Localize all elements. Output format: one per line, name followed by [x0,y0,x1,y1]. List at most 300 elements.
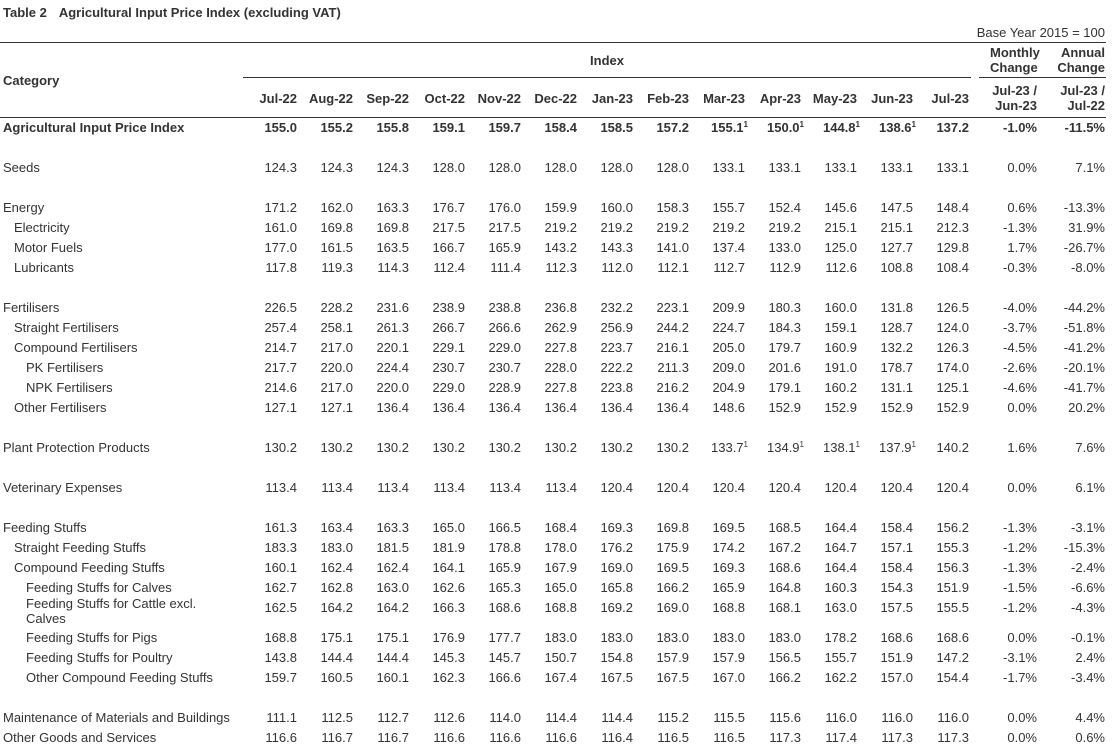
index-value: 179.1 [768,380,801,395]
index-value: 116.0 [937,710,969,725]
index-value: 147.5 [880,200,913,215]
footnote-marker: 1 [799,120,804,129]
index-value: 165.8 [600,580,633,595]
table-row [0,558,1112,578]
monthly-change-value: -1.3% [1003,520,1037,535]
monthly-change-value: 0.0% [1007,630,1037,645]
monthly-change-value: -4.0% [1003,300,1037,315]
index-value: 112.0 [601,260,633,275]
index-value: 127.1 [320,400,353,415]
index-value: 154.4 [936,670,969,685]
table-row [0,318,1112,338]
index-value: 116.0 [881,710,913,725]
row-category: Feeding Stuffs for Pigs [26,630,158,645]
index-value: 223.7 [600,340,633,355]
index-value: 227.8 [544,380,577,395]
index-value: 175.1 [376,630,409,645]
index-value: 238.8 [488,300,521,315]
index-value: 238.9 [432,300,465,315]
index-value: 145.3 [432,650,465,665]
index-value: 108.4 [936,260,969,275]
table-row [0,218,1112,238]
index-value: 169.8 [376,220,409,235]
index-value: 161.3 [264,520,297,535]
index-value: 169.0 [656,600,689,615]
index-value: 228.0 [544,360,577,375]
table-row [0,518,1112,538]
index-value: 136.4 [656,400,689,415]
index-value: 155.7 [712,200,745,215]
index-value: 201.6 [768,360,801,375]
row-category: Maintenance of Materials and Buildings [3,710,230,725]
index-value: 162.2 [824,670,857,685]
row-category: Seeds [3,160,40,175]
index-value: 157.1 [880,540,913,555]
index-value: 112.4 [433,260,465,275]
index-value: 217.5 [488,220,521,235]
index-value: 112.6 [433,710,465,725]
index-value: 166.2 [656,580,689,595]
annual-change-value: 0.6% [1075,730,1105,745]
index-value: 152.9 [936,400,969,415]
index-value: 130.2 [544,440,577,455]
monthly-change-value: -3.1% [1003,650,1037,665]
index-value: 124.3 [320,160,353,175]
month-header: Sep-22 [366,91,409,106]
index-value: 113.4 [321,480,353,495]
index-value: 144.4 [320,650,353,665]
index-value: 167.4 [544,670,577,685]
index-value: 152.9 [824,400,857,415]
index-value: 163.0 [376,580,409,595]
index-value: 219.2 [544,220,577,235]
index-value: 150.7 [544,650,577,665]
month-header: Jul-22 [259,91,297,106]
index-value: 113.4 [433,480,465,495]
index-value: 168.6 [768,560,801,575]
table-row [0,198,1112,218]
index-value: 157.9 [712,650,745,665]
index-value: 148.6 [712,400,745,415]
index-value: 169.0 [600,560,633,575]
index-value: 229.1 [432,340,465,355]
index-value: 176.7 [432,200,465,215]
monthly-change-value: -1.2% [1003,540,1037,555]
row-category: Other Fertilisers [14,400,107,415]
annual-change-value: -41.2% [1063,340,1105,355]
index-value: 159.9 [544,200,577,215]
index-value: 158.3 [656,200,689,215]
index-value: 143.8 [264,650,297,665]
index-value: 174.0 [936,360,969,375]
index-value: 167.9 [544,560,577,575]
monthly-period-header [980,83,1037,113]
row-category: Other Compound Feeding Stuffs [26,670,213,685]
index-value: 116.6 [265,730,297,745]
index-value: 155.8 [376,120,409,135]
annual-change-value: -11.5% [1064,120,1105,135]
index-value: 125.1 [936,380,969,395]
index-value: 157.5 [880,600,913,615]
index-value: 165.0 [544,580,577,595]
index-value: 178.0 [544,540,577,555]
annual-change-value: 20.2% [1068,400,1105,415]
monthly-change-value: -2.6% [1003,360,1037,375]
index-value: 138.6$^1$ [879,120,916,135]
annual-change-value: -26.7% [1063,240,1105,255]
index-value: 152.9 [768,400,801,415]
annual-change-value: -13.3% [1063,200,1105,215]
index-value: 217.0 [320,380,353,395]
index-value: 117.4 [825,730,857,745]
row-category: PK Fertilisers [26,360,104,375]
index-value: 124.3 [264,160,297,175]
index-value: 215.1 [880,220,913,235]
row-category: Straight Fertilisers [14,320,119,335]
base-year-note: Base Year 2015 = 100 [976,25,1105,40]
index-value: 220.1 [376,340,409,355]
index-value: 168.8 [264,630,297,645]
index-value: 219.2 [656,220,689,235]
index-value: 120.4 [768,480,801,495]
index-value: 120.4 [880,480,913,495]
index-value: 112.7 [713,260,745,275]
top-rule [0,42,1106,43]
table-row [0,398,1112,418]
index-value: 166.2 [768,670,801,685]
index-value: 211.3 [657,360,689,375]
row-category: Feeding Stuffs for Cattle excl. Calves [26,596,197,626]
index-value: 128.0 [656,160,689,175]
index-value: 230.7 [432,360,465,375]
index-value: 169.3 [712,560,745,575]
index-value: 163.5 [376,240,409,255]
row-category: Compound Fertilisers [14,340,138,355]
index-value: 117.3 [769,730,801,745]
index-value: 116.5 [713,730,745,745]
index-value: 140.2 [936,440,969,455]
index-value: 164.4 [824,560,857,575]
index-value: 160.0 [824,300,857,315]
index-value: 165.9 [488,560,521,575]
monthly-change-value: -1.2% [1003,600,1037,615]
index-value: 161.5 [320,240,353,255]
table-row [0,708,1112,728]
row-category: Feeding Stuffs [3,520,87,535]
index-value: 144.8$^1$ [823,120,860,135]
category-header: Category [3,73,60,88]
index-value: 175.1 [320,630,353,645]
index-value: 230.7 [488,360,521,375]
index-value: 224.4 [376,360,409,375]
index-value: 168.1 [768,600,801,615]
index-value: 164.8 [768,580,801,595]
month-header: Jul-23 [931,91,969,106]
index-value: 116.7 [377,730,409,745]
annual-change-value: -8.0% [1071,260,1105,275]
index-value: 168.6 [936,630,969,645]
index-value: 128.0 [600,160,633,175]
index-value: 205.0 [712,340,745,355]
row-category: Motor Fuels [14,240,83,255]
index-value: 155.5 [936,600,969,615]
annual-period-header [1045,83,1105,113]
monthly-change-value: -1.3% [1003,560,1037,575]
index-value: 256.9 [600,320,633,335]
table-row [0,438,1112,458]
index-value: 162.4 [320,560,353,575]
index-value: 160.3 [824,580,857,595]
index-value: 160.1 [264,560,297,575]
index-value: 209.9 [712,300,745,315]
index-value: 183.0 [768,630,801,645]
index-value: 178.8 [488,540,521,555]
row-category: Feeding Stuffs for Calves [26,580,172,595]
index-value: 227.8 [544,340,577,355]
index-value: 130.2 [376,440,409,455]
index-value: 144.4 [376,650,409,665]
index-value: 127.1 [264,400,297,415]
row-category: Lubricants [14,260,74,275]
index-value: 169.8 [656,520,689,535]
index-value: 133.1 [712,160,745,175]
index-value: 168.4 [544,520,577,535]
index-value: 133.0 [768,240,801,255]
index-value: 220.0 [376,380,409,395]
index-value: 222.2 [600,360,633,375]
index-value: 164.2 [320,600,353,615]
index-value: 166.5 [488,520,521,535]
annual-change-header [1050,45,1105,75]
index-value: 223.1 [656,300,689,315]
index-value: 209.0 [712,360,745,375]
index-value: 220.0 [320,360,353,375]
index-value: 162.8 [320,580,353,595]
index-value: 236.8 [544,300,577,315]
month-header: Jun-23 [871,91,913,106]
index-value: 166.7 [432,240,465,255]
index-value: 160.2 [824,380,857,395]
index-value: 180.3 [768,300,801,315]
annual-change-value: 6.1% [1075,480,1105,495]
index-value: 136.4 [488,400,521,415]
index-value: 183.0 [712,630,745,645]
index-value: 214.6 [264,380,297,395]
month-header: Dec-22 [534,91,577,106]
index-value: 261.3 [376,320,409,335]
index-value: 217.5 [432,220,465,235]
index-value: 154.8 [600,650,633,665]
index-value: 113.4 [489,480,521,495]
index-value: 212.3 [936,220,969,235]
index-value: 130.2 [488,440,521,455]
index-value: 217.7 [264,360,297,375]
index-value: 228.2 [320,300,353,315]
table-row [0,598,1112,628]
index-value: 155.1$^1$ [711,120,748,135]
index-value: 266.7 [432,320,465,335]
index-value: 165.3 [488,580,521,595]
index-value: 128.0 [432,160,465,175]
index-value: 162.3 [432,670,465,685]
index-value: 133.1 [880,160,913,175]
row-category: Plant Protection Products [3,440,150,455]
table-row [0,648,1112,668]
index-value: 179.7 [768,340,801,355]
index-value: 158.5 [600,120,633,135]
index-value: 169.3 [600,520,633,535]
footnote-marker: 1 [855,120,860,129]
index-value: 138.1$^1$ [823,440,860,455]
index-value: 160.9 [824,340,857,355]
index-value: 157.2 [656,120,689,135]
index-value: 116.6 [433,730,465,745]
annual-change-line2: Change [1057,60,1105,75]
table-row [0,728,1112,748]
index-value: 183.0 [544,630,577,645]
index-value: 183.0 [600,630,633,645]
index-value: 184.3 [768,320,801,335]
row-category: Fertilisers [3,300,60,315]
index-value: 169.5 [656,560,689,575]
index-value: 126.3 [936,340,969,355]
index-value: 152.9 [880,400,913,415]
index-value: 116.0 [825,710,857,725]
index-value: 111.4 [490,260,521,275]
index-value: 161.0 [264,220,297,235]
index-value: 177.7 [488,630,521,645]
index-value: 112.3 [545,260,577,275]
row-category: Other Goods and Services [3,730,157,745]
index-value: 165.9 [712,580,745,595]
monthly-change-value: -3.7% [1003,320,1037,335]
index-value: 133.1 [824,160,857,175]
index-value: 113.4 [265,480,297,495]
index-header: Index [590,53,624,68]
row-category: Agricultural Input Price Index [3,120,185,135]
row-category: Energy [3,200,45,215]
index-value: 160.1 [376,670,409,685]
index-value: 136.4 [544,400,577,415]
index-value: 120.4 [712,480,745,495]
month-header: Apr-23 [759,91,801,106]
index-value: 229.0 [432,380,465,395]
index-value: 120.4 [936,480,969,495]
index-value: 137.2 [936,120,969,135]
monthly-change-value: -0.3% [1003,260,1037,275]
monthly-change-value: 0.0% [1007,400,1037,415]
monthly-change-value: 0.0% [1007,480,1037,495]
index-value: 191.0 [824,360,857,375]
index-value: 155.2 [320,120,353,135]
index-value: 159.1 [824,320,857,335]
footnote-marker: 1 [855,440,860,449]
index-value: 112.9 [769,260,801,275]
index-value: 219.2 [768,220,801,235]
index-value: 117.8 [265,260,297,275]
footnote-marker: 1 [743,120,748,129]
index-value: 226.5 [264,300,297,315]
index-value: 176.9 [432,630,465,645]
index-value: 116.4 [601,730,633,745]
index-value: 130.2 [320,440,353,455]
index-value: 158.4 [880,520,913,535]
index-value: 133.1 [936,160,969,175]
index-value: 112.5 [321,710,353,725]
month-header: Jan-23 [591,91,633,106]
footnote-marker: 1 [911,120,916,129]
index-value: 168.5 [768,520,801,535]
index-value: 114.0 [489,710,521,725]
index-value: 154.3 [880,580,913,595]
month-header: Oct-22 [424,91,465,106]
index-value: 204.9 [712,380,745,395]
index-value: 155.7 [824,650,857,665]
index-value: 128.7 [880,320,913,335]
index-value: 216.2 [656,380,689,395]
index-value: 162.7 [264,580,297,595]
index-value: 167.0 [712,670,745,685]
row-category: Electricity [14,220,70,235]
index-value: 176.0 [488,200,521,215]
index-value: 155.0 [264,120,297,135]
index-value: 228.9 [488,380,521,395]
index-value: 120.4 [824,480,857,495]
index-value: 131.1 [880,380,913,395]
index-value: 125.0 [824,240,857,255]
index-value: 145.6 [824,200,857,215]
monthly-change-value: 1.7% [1007,240,1037,255]
index-value: 164.2 [376,600,409,615]
month-header: Mar-23 [703,91,745,106]
index-value: 113.4 [377,480,409,495]
index-value: 128.0 [488,160,521,175]
table-row [0,298,1112,318]
annual-change-value: 7.1% [1075,160,1105,175]
annual-change-line1: Annual [1060,45,1105,60]
index-value: 258.1 [320,320,353,335]
table-caption: Agricultural Input Price Index (excluding VAT) [58,5,341,20]
index-value: 132.2 [880,340,913,355]
index-value: 169.5 [712,520,745,535]
index-value: 166.3 [432,600,465,615]
index-value: 183.3 [264,540,297,555]
table-row [0,378,1112,398]
index-value: 152.4 [768,200,801,215]
annual-change-value: -3.1% [1071,520,1105,535]
index-value: 219.2 [712,220,745,235]
index-value: 130.2 [656,440,689,455]
annual-change-value: -0.1% [1071,630,1105,645]
index-value: 130.2 [600,440,633,455]
index-value: 130.2 [264,440,297,455]
row-category: Veterinary Expenses [3,480,123,495]
table-row [0,258,1112,278]
index-value: 141.0 [656,240,689,255]
index-value: 157.9 [656,650,689,665]
index-value: 111.1 [266,710,297,725]
annual-change-value: -3.4% [1071,670,1105,685]
annual-change-value: -15.3% [1063,540,1105,555]
annual-change-value: -4.3% [1071,600,1105,615]
index-value: 224.7 [712,320,745,335]
index-value: 116.7 [321,730,353,745]
index-value: 181.9 [432,540,465,555]
monthly-change-line2: Change [990,60,1038,75]
index-value: 145.7 [488,650,521,665]
index-value: 120.4 [600,480,633,495]
index-value: 115.2 [657,710,689,725]
